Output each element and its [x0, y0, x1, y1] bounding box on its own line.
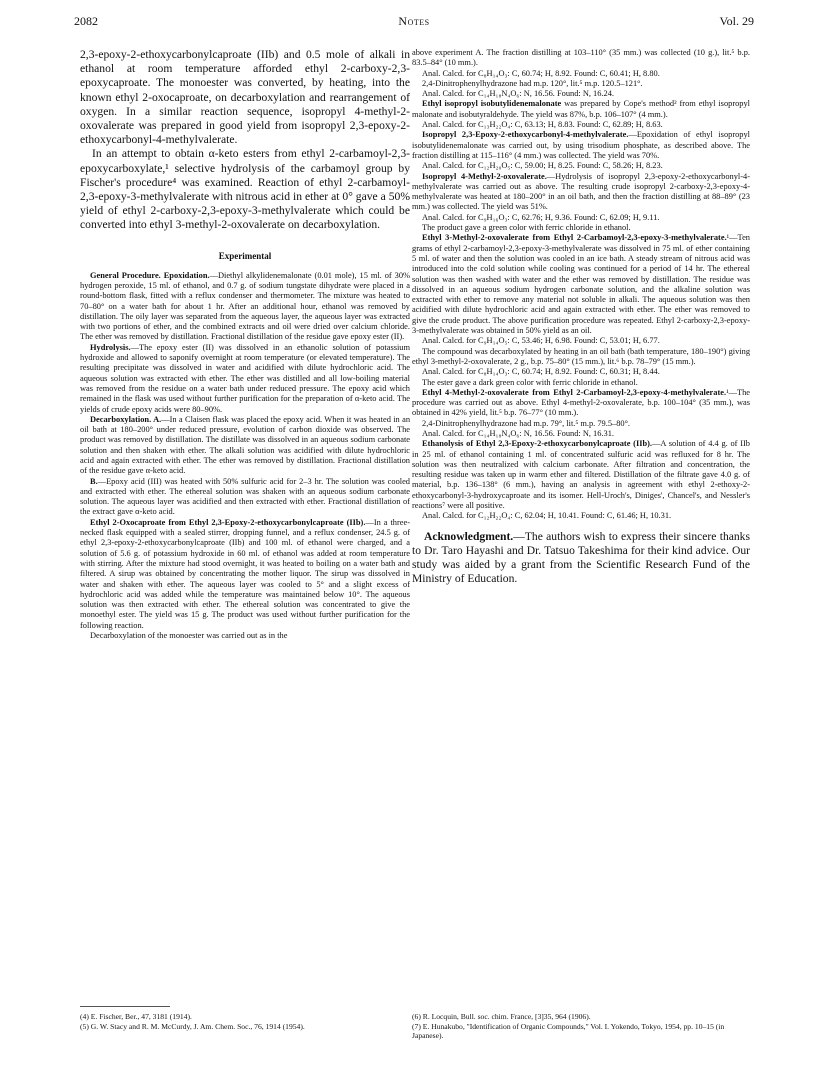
analysis-line: Anal. Calcd. for C₉H₁₄O₅: C, 53.46; H, 6.98. Found: C, 53.01; H, 6.77.: [422, 336, 660, 346]
paragraph-text: —Epoxidation of ethyl isopropyl isobutylidenemalonate was carried out, by using trisodium phosphate, as described above. The fraction distilling at 115–116° (4 mm.) was collected. The yield was 70%.: [412, 130, 750, 160]
right-column: [412, 48, 750, 586]
paragraph-text: —A solution of 4.4 g. of IIb in 25 ml. of ethanol containing 1 ml. of concentrated sulfuric acid was refluxed for 8 hr. The solution was then neutralized with calcium carbonate. After filtration and concentration, the resulting residue was taken up in warm ether and filtered. Distillation of the filtrate gave 4.0 g. of material, b.p. 136–138° (6 mm.), having an analysis in agreement with ethyl 2-ethoxy-2-ethoxycarbonyl-3-hydroxycaproate and its isomer. Hell-Uroch's, Diniges', Chancel's, and Nessler's reactions⁷ were all positive.: [412, 439, 750, 511]
paragraph-text: ¹—Ten grams of ethyl 2-carbamoyl-2,3-epoxy-3-methylvalerate was dissolved in 75 ml. of ether containing 5 ml. of water and then the solution was cooled in an ice bath. A steady stream of nitrous acid was introduced into the cold solution while cooling was continued for a period of 14 hr. The ethereal solution was then washed with water and the ether was removed by distillation. The residue was dissolved in an aqueous sodium hydrogen carbonate solution, and the alkaline solution was extracted with ether to remove any material not soluble in alkali. The aqueous solution was then acidified with dilute hydrochloric acid and again extracted with ether. The ether was removed to give the crude product. The above purification procedure was repeated. Ethyl 2-carboxy-2,3-epoxy-3-methylvalerate was obtained in 50% yield as an oil.: [412, 233, 750, 336]
footnotes-right: [412, 1012, 750, 1041]
footnote-7: (7) E. Hunakubo, "Identification of Organic Compounds," Vol. I. Yokendo, Tokyo, 1954, pp. 10–15 (in Japanese).: [412, 1021, 725, 1041]
paragraph-heading: Ethyl 4-Methyl-2-oxovalerate from Ethyl 2-Carbamoyl-2,3-epoxy-4-methylvalerate.: [422, 387, 727, 397]
volume-label: Vol. 29: [719, 14, 754, 28]
analysis-line: Anal. Calcd. for C₉H₁₆O₃: C, 62.76; H, 9.36. Found: C, 62.09; H, 9.11.: [422, 212, 660, 222]
methyl-oxovalerate-paragraph: [412, 233, 750, 336]
analysis-line: Anal. Calcd. for C₁₄H₁₈N₄O₆: N, 16.56. Found: N, 16.24.: [422, 89, 614, 99]
text-paragraph: The product gave a green color with ferric chloride in ethanol.: [422, 223, 631, 233]
paragraph-text: —In a Claisen flask was placed the epoxy acid. When it was heated in an oil bath at 180–200° under reduced pressure, evolution of carbon dioxide was observed. The product was removed by distillation. The distillate was dissolved in an aqueous sodium carbonate solution and then shaken with ether. The alkali solution was acidified with dilute hydrochloric acid and again extracted with ether. The ether was removed by distillation. Fractional distillation of the residue gave α-keto acid.: [80, 414, 411, 476]
section-name: Notes: [398, 14, 430, 28]
intro-paragraph-2: In an attempt to obtain α-keto esters from ethyl 2-carbamoyl-2,3-epoxycarboxylate,¹ selective hydrolysis of the carbamoyl group by Fischer's procedure⁴ was examined. Reaction of ethyl 2-carbamoyl-2,3-epoxy-3-methylvalerate with nitrous acid in ether at 0° gave a 50% yield of ethyl 2-carboxy-2,3-epoxy-3-methylvalerate which could be converted into ethyl 3-methyl-2-oxovalerate on decarboxylation.: [80, 147, 410, 232]
paragraph-text: was prepared by Cope's method² from ethyl isopropyl malonate and isobutyraldehyde. The yield was 87%, b.p. 106–107° (4 mm.).: [412, 99, 750, 119]
section-title: Experimental: [218, 250, 272, 261]
footnote-6: (6) R. Locquin, Bull. soc. chim. France, [3]35, 964 (1906).: [412, 1012, 591, 1021]
acknowledgment-paragraph: [412, 530, 750, 587]
paragraph-heading: Hydrolysis.: [90, 342, 131, 352]
paragraph-text: —Diethyl alkylidenemalonate (0.01 mole), 15 ml. of 30% hydrogen peroxide, 15 ml. of ethanol, and 0.7 g. of sodium tungstate dihydrate were placed in a round-bottom flask, fitted with a reflux condenser and thermometer. The mixture was heated to 70–80° on a water bath for about 1 hr. After an additional hour, ethanol was removed by distillation. The oily layer was separated from the aqueous layer, the aqueous layer was extracted with two portions of ether, and the combined extracts and oil were dried over calcium chloride. The ether was removed by distillation. Fractional distillation of the residue gave epoxy ester (II).: [80, 270, 410, 342]
epoxy-valerate-paragraph: [412, 130, 750, 161]
paragraph-text: ¹—The procedure was carried out as above. Ethyl 4-methyl-2-oxovalerate, b.p. 100–104° (35 mm.), was obtained in 42% yield, lit.⁵ b.p. 76–77° (10 mm.).: [412, 387, 750, 418]
text-paragraph: 2,4-Dinitrophenylhydrazone had m.p. 120°, lit.⁵ m.p. 120.5–121°.: [422, 78, 643, 88]
intro-paragraph-1: 2,3-epoxy-2-ethoxycarbonylcaproate (IIb) and 0.5 mole of alkali in ethanol at room temperature afforded ethyl 2-carboxy-2,3-epoxycaproate. The monoester was converted, by heating, into the known ethyl 2-oxocaproate, on decarboxylation and rearrangement of oxygen. In a similar reaction sequence, isopropyl 4-methyl-2-oxovalerate was prepared in good yield from isopropyl 2,3-epoxy-2-ethoxycarbonyl-4-methylvalerate.: [80, 48, 410, 147]
analysis-line: Anal. Calcd. for C₁₂H₂₀O₅: C, 59.00; H, 8.25. Found: C, 58.26; H, 8.23.: [422, 161, 663, 171]
paragraph-text: —Hydrolysis of isopropyl 2,3-epoxy-2-ethoxycarbonyl-4-methylvalerate was carried out as above. The resulting crude isopropyl 2-carboxy-2,3-epoxy-4-methylvalerate was heated at 180–200° in an oil bath, and then the fraction distilling at 88–89° (23 mm.) was collected. The yield was 51%.: [412, 171, 750, 212]
text-paragraph: The ester gave a dark green color with ferric chloride in ethanol.: [422, 377, 638, 387]
ethanolysis-paragraph: [412, 439, 750, 511]
hydrolysis-paragraph: [80, 343, 410, 415]
analysis-line: Anal. Calcd. for C₈H₁₄O₃: C, 60.74; H, 8.92. Found: C, 60.41; H, 8.80.: [422, 68, 660, 78]
paragraph-heading: Isopropyl 2,3-Epoxy-2-ethoxycarbonyl-4-methylvalerate.: [422, 130, 629, 140]
paragraph-heading: Ethanolysis of Ethyl 2,3-Epoxy-2-ethoxycarbonylcaproate (IIb).: [422, 439, 653, 449]
paragraph-text: —The epoxy ester (II) was dissolved in an ethanolic solution of potassium hydroxide and allowed to saponify overnight at room temperature (or elevated temperature). The resulting precipitate was dissolved in water and acidified with dilute hydrochloric acid. The aqueous solution was extracted with ether. The ether was distilled and all low-boiling material was removed from the residue on a water bath under reduced pressure. The epoxy acid which remained in the flask was used without further purification for the preparation of α-keto acid. The yields of crude epoxy acids were 80–90%.: [80, 342, 410, 414]
paragraph-text: —Epoxy acid (III) was heated with 50% sulfuric acid for 2–3 hr. The solution was cooled and extracted with ether. The ethereal solution was shaken with an aqueous sodium carbonate solution. The aqueous layer was acidified and then extracted with ether. Fractional distillation of the extract gave α-keto acid.: [80, 476, 410, 517]
text-paragraph: 2,4-Dinitrophenylhydrazone had m.p. 79°, lit.⁵ m.p. 79.5–80°.: [422, 418, 631, 428]
analysis-line: Anal. Calcd. for C₈H₁₄O₃: C, 60.74; H, 8.92. Found: C, 60.31; H, 8.44.: [422, 367, 660, 377]
decarboxylation-monoester-paragraph: Decarboxylation of the monoester was carried out as in the: [90, 631, 288, 641]
paragraph-heading: Ethyl isopropyl isobutylidenemalonate: [422, 99, 562, 109]
oxovalerate-paragraph: [412, 172, 750, 213]
footnote-4: (4) E. Fischer, Ber., 47, 3181 (1914).: [80, 1012, 192, 1021]
general-procedure-paragraph: [80, 271, 410, 343]
analysis-line: Anal. Calcd. for C₁₄H₁₈N₄O₆: N, 16.56. Found: N, 16.31.: [422, 428, 614, 438]
footnotes-left: [80, 1012, 410, 1031]
malonate-paragraph: [412, 99, 750, 120]
paragraph-heading: General Procedure. Epoxidation.: [90, 270, 210, 280]
acknowledgment-heading: Acknowledgment.: [424, 529, 514, 543]
left-column: [80, 48, 410, 641]
page-number: 2082: [74, 14, 98, 28]
paragraph-heading: B.: [90, 476, 98, 486]
running-header: [74, 14, 754, 34]
decarboxylation-a-paragraph: [80, 415, 410, 477]
acknowledgment-text: —The authors wish to express their sincere thanks to Dr. Taro Hayashi and Dr. Tatsuo Takeshima for their kind advice. Our study was aided by a grant from the Scientific Research Fund of the Ministry of Education.: [412, 529, 750, 586]
text-paragraph: above experiment A. The fraction distilling at 103–110° (35 mm.) was collected (10 g.), lit.⁵ b.p. 83.5–84° (10 mm.).: [412, 48, 750, 68]
analysis-line: Anal. Calcd. for C₁₃H₂₂O₄: C, 63.13; H, 8.83. Found: C, 62.89; H, 8.63.: [422, 120, 663, 130]
paragraph-heading: Ethyl 2-Oxocaproate from Ethyl 2,3-Epoxy-2-ethoxycarbonylcaproate (IIb).: [90, 517, 366, 527]
footnote-5: (5) G. W. Stacy and R. M. McCurdy, J. Am. Chem. Soc., 76, 1914 (1954).: [80, 1021, 305, 1031]
decarboxylation-b-paragraph: [80, 477, 410, 518]
footnote-rule: [80, 1006, 170, 1007]
paragraph-heading: Ethyl 3-Methyl-2-oxovalerate from Ethyl 2-Carbamoyl-2,3-epoxy-3-methylvalerate.: [422, 233, 727, 243]
analysis-line: Anal. Calcd. for C₁₂H₂₂O₄: C, 62.04; H, 10.41. Found: C, 61.46; H, 10.31.: [422, 511, 672, 521]
ethyl-oxocaproate-paragraph: [80, 518, 410, 631]
paragraph-text: —In a three-necked flask equipped with a sealed stirrer, dropping funnel, and a reflux condenser, 24.5 g. of ethyl 2,3-epoxy-2-ethoxycarbonylcaproate (IIb) and 100 ml. of ethanol were charged, and a solution of 5.6 g. of potassium hydroxide in 60 ml. of ethanol was added at room temperature with stirring. After the mixture had stood overnight, it was heated to boiling on a water bath and filtered. A sirup was obtained by concentrating the mother liquor. The sirup was dissolved in water and shaken with ether. The aqueous layer was cooled to 5° and a slight excess of hydrochloric acid was added while the temperature was maintained below 10°. The aqueous solution was then extracted with ether. The ethereal solution was concentrated to give the monoethyl ester. The yield was 15 g. The product was used without further purification for the following reaction.: [80, 517, 410, 630]
paragraph-heading: Isopropyl 4-Methyl-2-oxovalerate.: [422, 171, 547, 181]
4-methyl-oxovalerate-paragraph: [412, 388, 750, 419]
paragraph-heading: Decarboxylation. A.: [90, 414, 162, 424]
text-paragraph: The compound was decarboxylated by heating in an oil bath (bath temperature, 180–190°) giving ethyl 3-methyl-2-oxovalerate, 2 g., b.p. 75–80° (15 mm.), lit.⁶ b.p. 78–79° (15 mm.).: [412, 346, 750, 366]
